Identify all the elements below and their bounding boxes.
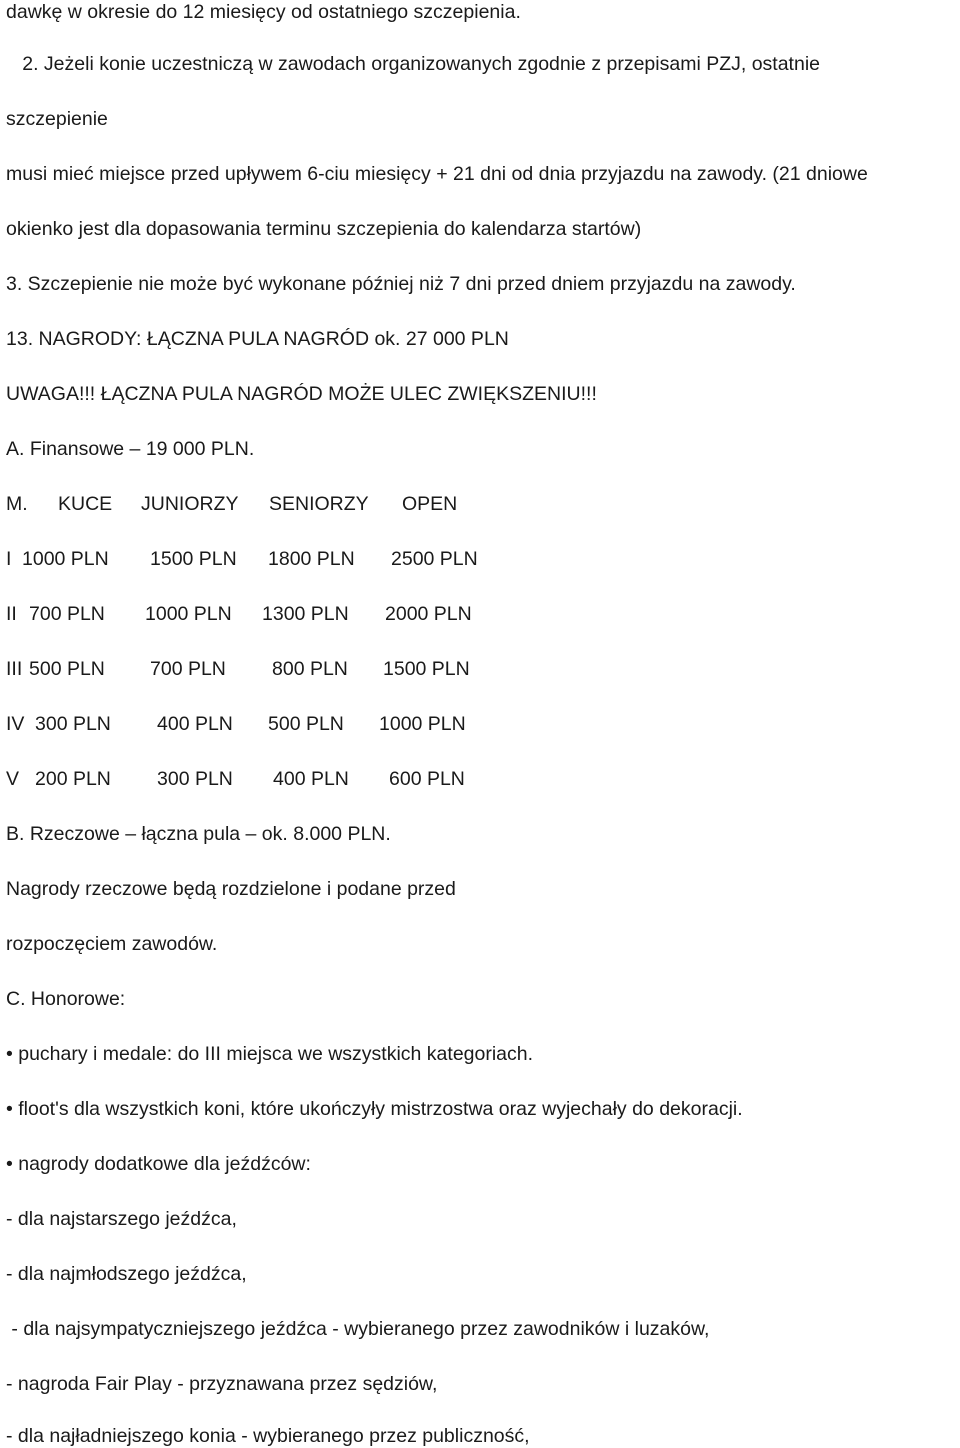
text-line-seven-days: 3. Szczepienie nie może być wykonane później niż 7 dni przed dniem przyjazdu na zawody.	[6, 273, 796, 295]
prize-juniorzy: 400 PLN	[157, 713, 233, 735]
text-line-window-note: okienko jest dla dopasowania terminu szczepienia do kalendarza startów)	[6, 218, 642, 240]
prize-header-open: OPEN	[402, 493, 458, 515]
prize-place: V	[6, 768, 20, 790]
list-item: • floot's dla wszystkich koni, które ukończyły mistrzostwa oraz wyjechały do dekoracji.	[6, 1098, 743, 1120]
prize-juniorzy: 700 PLN	[150, 658, 226, 680]
prize-table-header	[6, 492, 458, 516]
text-line-rzeczowe: B. Rzeczowe – łączna pula – ok. 8.000 PLN.	[6, 823, 391, 845]
text-line-pzj-rule: 2. Jeżeli konie uczestniczą w zawodach organizowanych zgodnie z przepisami PZJ, ostatnie	[6, 53, 820, 75]
list-item: - nagroda Fair Play - przyznawana przez sędziów,	[6, 1373, 438, 1395]
prize-kuce: 1000 PLN	[22, 548, 109, 570]
prize-juniorzy: 1000 PLN	[145, 603, 232, 625]
prize-seniorzy: 400 PLN	[273, 768, 349, 790]
text-line-six-months: musi mieć miejsce przed upływem 6-ciu miesięcy + 21 dni od dnia przyjazdu na zawody. (21 dniowe	[6, 163, 868, 185]
text-line-vaccination-dose: dawkę w okresie do 12 miesięcy od ostatniego szczepienia.	[6, 1, 521, 23]
prize-juniorzy: 300 PLN	[157, 768, 233, 790]
prize-seniorzy: 1300 PLN	[262, 603, 349, 625]
prize-open: 2500 PLN	[391, 548, 478, 570]
prize-kuce: 300 PLN	[35, 713, 111, 735]
list-item: - dla najsympatyczniejszego jeźdźca - wybieranego przez zawodników i luzaków,	[6, 1318, 710, 1340]
text-line-rzeczowe-note-cont: rozpoczęciem zawodów.	[6, 933, 218, 955]
prize-open: 2000 PLN	[385, 603, 472, 625]
prize-header-kuce: KUCE	[58, 493, 113, 515]
list-item: - dla najstarszego jeźdźca,	[6, 1208, 237, 1230]
prize-seniorzy: 800 PLN	[272, 658, 348, 680]
prize-header-seniorzy: SENIORZY	[269, 493, 369, 515]
prize-place: IV	[6, 713, 25, 735]
list-item: - dla najmłodszego jeźdźca,	[6, 1263, 247, 1285]
prize-place: II	[6, 603, 17, 625]
prize-kuce: 200 PLN	[35, 768, 111, 790]
prize-kuce: 500 PLN	[29, 658, 105, 680]
prize-place: I	[6, 548, 12, 570]
prize-table-row	[6, 657, 470, 681]
prize-header-juniorzy: JUNIORZY	[141, 493, 239, 515]
list-item: - dla najładniejszego konia - wybieranego przez publiczność,	[6, 1425, 530, 1447]
prize-juniorzy: 1500 PLN	[150, 548, 237, 570]
list-item: • puchary i medale: do III miejsca we wszystkich kategoriach.	[6, 1043, 534, 1065]
text-line-warning: UWAGA!!! ŁĄCZNA PULA NAGRÓD MOŻE ULEC ZWIĘKSZENIU!!!	[6, 383, 597, 405]
prize-open: 600 PLN	[389, 768, 465, 790]
text-line-szczepienie: szczepienie	[6, 108, 108, 130]
prize-open: 1000 PLN	[379, 713, 466, 735]
prize-table-row	[6, 712, 466, 736]
section-heading-nagrody: 13. NAGRODY: ŁĄCZNA PULA NAGRÓD ok. 27 000 PLN	[6, 328, 509, 350]
prize-seniorzy: 1800 PLN	[268, 548, 355, 570]
prize-table-row	[6, 547, 478, 571]
prize-seniorzy: 500 PLN	[268, 713, 344, 735]
prize-header-place: M.	[6, 493, 28, 515]
prize-open: 1500 PLN	[383, 658, 470, 680]
prize-kuce: 700 PLN	[29, 603, 105, 625]
list-item: • nagrody dodatkowe dla jeźdźców:	[6, 1153, 311, 1175]
prize-place: III	[6, 658, 23, 680]
text-line-rzeczowe-note: Nagrody rzeczowe będą rozdzielone i podane przed	[6, 878, 456, 900]
text-line-financial: A. Finansowe – 19 000 PLN.	[6, 438, 255, 460]
prize-table-row	[6, 602, 472, 626]
prize-table-row	[6, 767, 465, 791]
text-line-honorowe: C. Honorowe:	[6, 988, 126, 1010]
